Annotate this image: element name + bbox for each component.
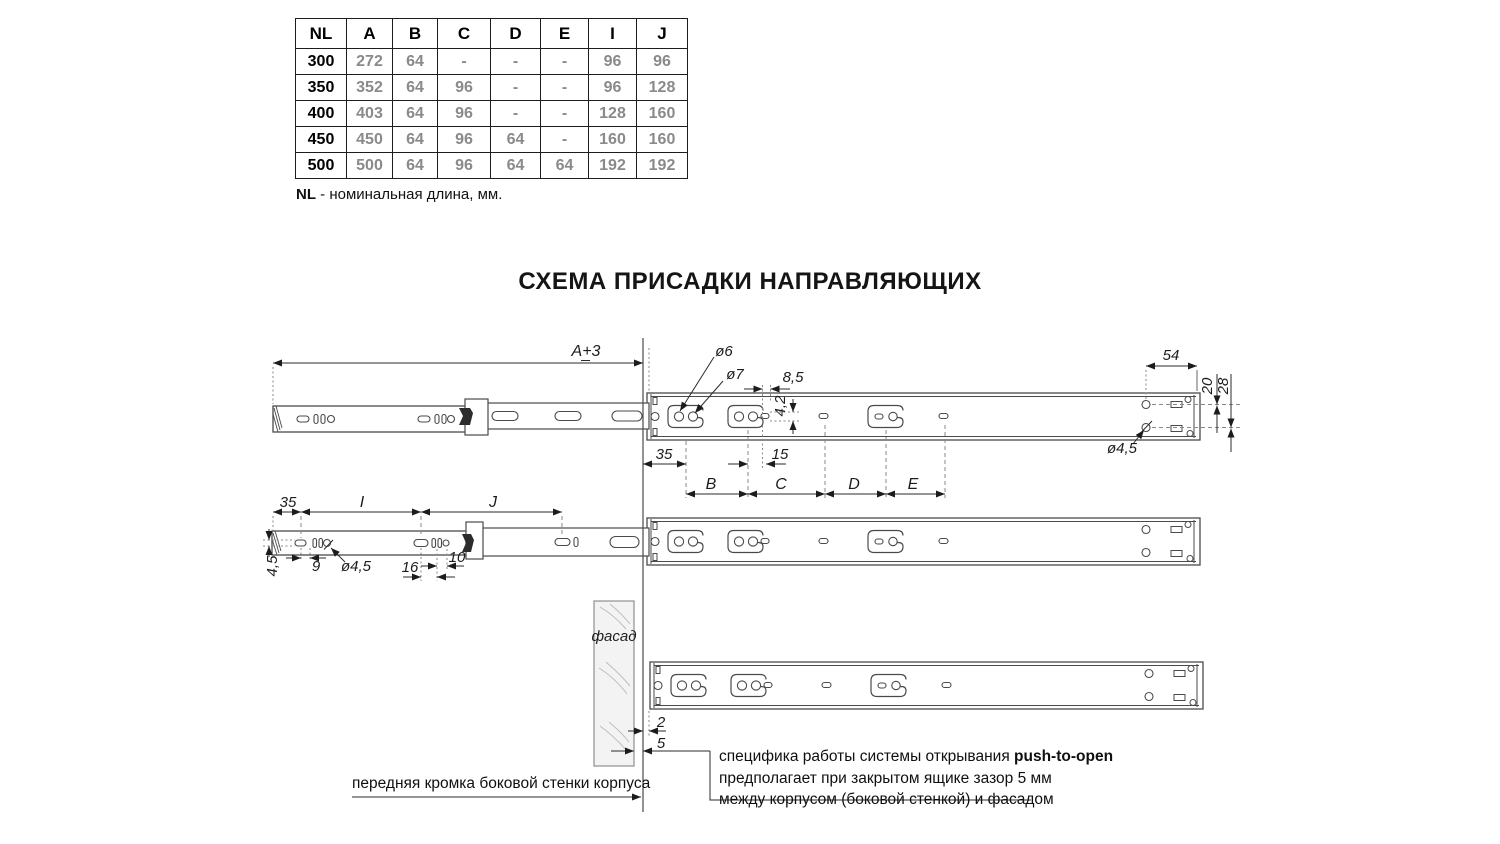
cabinet-slide-row2 [647,518,1200,565]
cell: 192 [589,153,637,179]
front-edge-caption: передняя кромка боковой стенки корпуса [352,775,651,792]
push-to-open-note [719,746,1113,811]
dim-label-drawer-10: 10 [448,549,466,566]
cell: 96 [589,49,637,75]
dim-label-j: J [489,494,497,511]
extended-slide-row1 [273,399,649,435]
col-header-nl: NL [296,19,347,49]
cell: - [491,49,541,75]
cell: 272 [347,49,393,75]
page-title: СХЕМА ПРИСАДКИ НАПРАВЛЯЮЩИХ [518,268,982,295]
note-line2: предполагает при закрытом ящике зазор 5 мм [719,769,1052,787]
cell: 400 [296,101,347,127]
dim-label-rear-28: 28 [1215,377,1232,395]
cell: 96 [438,75,491,101]
cell: 450 [347,127,393,153]
dim-label-drawer-45: 4,5 [264,555,281,577]
col-header-e: E [541,19,589,49]
facade-panel [591,601,636,766]
cell: 500 [347,153,393,179]
cell: - [541,127,589,153]
col-header-a: A [347,19,393,49]
dim-label-drawer-9: 9 [311,558,321,575]
cell: 96 [438,153,491,179]
dim-label-drawer-d45: ø4,5 [340,558,372,575]
cell: 128 [637,75,688,101]
dim-label-front-offset-35: 35 [655,446,673,463]
dim-label-c: C [775,476,787,493]
col-header-c: C [438,19,491,49]
cell: 64 [393,49,438,75]
cell: - [438,49,491,75]
cell: 352 [347,75,393,101]
cell: 96 [589,75,637,101]
facade-label: фасад [591,628,637,645]
push-to-open-term: push-to-open [1014,748,1114,765]
dim-label-hole-d6: ø6 [715,343,733,360]
dim-label-drawer-offset-35: 35 [279,494,297,511]
note-line1: специфика работы системы открывания push-to-open [719,748,1114,765]
note-line3: между корпусом (боковой стенкой) и фасадом [719,791,1054,808]
dim-label-rear-20: 20 [1199,377,1216,395]
cell: 500 [296,153,347,179]
cell: 64 [393,101,438,127]
dim-label-offset-15: 15 [771,446,789,463]
cell: 64 [393,153,438,179]
dimension-overall-length [273,361,643,405]
dim-label-b: B [705,476,717,493]
cell: 450 [296,127,347,153]
cell: 160 [589,127,637,153]
cell: - [491,75,541,101]
cell: 96 [438,127,491,153]
cell: 300 [296,49,347,75]
cell: 64 [393,127,438,153]
cell: 96 [637,49,688,75]
table-caption-term: NL [296,186,316,203]
cabinet-slide-row1 [647,393,1200,440]
cell: 96 [438,101,491,127]
dim-label-rear-d45: ø4,5 [1106,440,1138,457]
dim-label-drawer-16: 16 [401,559,419,576]
cell: 64 [393,75,438,101]
cell: 192 [637,153,688,179]
dim-label-i: I [359,494,365,511]
cell: 128 [589,101,637,127]
cell: 350 [296,75,347,101]
cell: - [491,101,541,127]
cell: 64 [491,153,541,179]
dim-label-hole-d7: ø7 [726,366,744,383]
cell: 64 [491,127,541,153]
cell: - [541,49,589,75]
cell: 64 [541,153,589,179]
col-header-j: J [637,19,688,49]
dim-label-overall-length: A+3 [571,343,601,360]
table-caption-text: - номинальная длина, мм. [316,186,503,203]
col-header-b: B [393,19,438,49]
dim-label-gap-5: 5 [656,735,666,752]
dim-label-slot-height: 4,2 [772,395,789,417]
col-header-d: D [491,19,541,49]
dim-label-gap-2: 2 [656,714,666,731]
cabinet-slide-row3 [650,662,1203,709]
dim-label-e: E [907,476,919,493]
cell: - [541,75,589,101]
col-header-i: I [589,19,637,49]
cell: 160 [637,101,688,127]
dim-label-d: D [848,476,860,493]
cell: 160 [637,127,688,153]
cell: - [541,101,589,127]
dim-label-slot-length: 8,5 [782,369,804,386]
dim-label-rear-54: 54 [1162,347,1180,364]
cell: 403 [347,101,393,127]
